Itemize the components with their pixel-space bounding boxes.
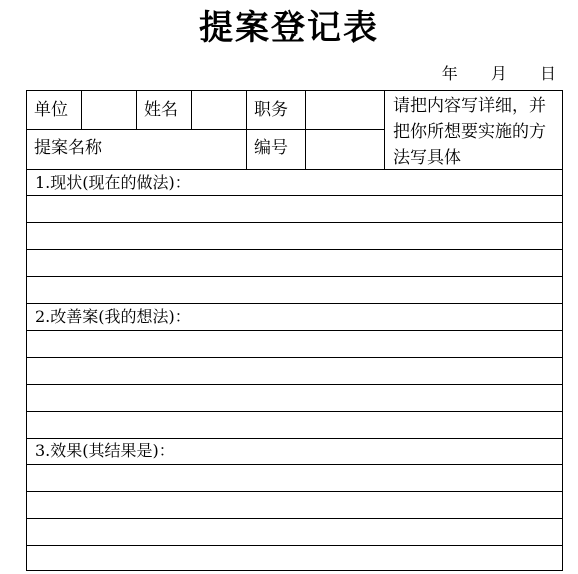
improvement-line-4[interactable] [27, 412, 562, 438]
writing-line [27, 438, 562, 439]
date-month: 月 [490, 64, 507, 83]
proposal-form-table [26, 90, 563, 571]
current-state-line-1[interactable] [27, 196, 562, 222]
effect-line-1[interactable] [27, 465, 562, 491]
instruction-note: 请把内容写详细，并把你所想要实施的方法写具体 [393, 96, 546, 168]
effect-line-4[interactable] [27, 546, 562, 570]
effect-line-3[interactable] [27, 519, 562, 545]
number-label: 编号 [254, 138, 288, 158]
divider [305, 91, 306, 169]
section-current-state-label: 1.现状(现在的做法)： [35, 173, 191, 192]
date-year: 年 [441, 64, 458, 83]
divider [136, 91, 137, 129]
divider [384, 91, 385, 169]
effect-line-2[interactable] [27, 492, 562, 518]
name-label: 姓名 [144, 100, 178, 120]
unit-label: 单位 [34, 100, 68, 120]
divider [246, 91, 247, 169]
position-field[interactable] [305, 91, 383, 129]
current-state-line-4[interactable] [27, 277, 562, 303]
divider [81, 91, 82, 129]
section-improvement-label: 2.改善案(我的想法)： [35, 307, 191, 326]
date-line [428, 64, 556, 84]
divider [27, 169, 562, 170]
position-label: 职务 [254, 100, 288, 120]
name-field[interactable] [191, 91, 245, 129]
improvement-line-1[interactable] [27, 331, 562, 357]
current-state-line-3[interactable] [27, 250, 562, 276]
writing-line [27, 303, 562, 304]
form-title: 提案登记表 [199, 8, 379, 48]
date-day: 日 [539, 64, 556, 83]
proposal-name-label: 提案名称 [34, 138, 102, 158]
divider [27, 129, 384, 130]
improvement-line-2[interactable] [27, 358, 562, 384]
number-field[interactable] [305, 129, 383, 167]
unit-field[interactable] [81, 91, 135, 129]
divider [191, 91, 192, 129]
current-state-line-2[interactable] [27, 223, 562, 249]
section-effect-label: 3.效果(其结果是)： [35, 441, 175, 460]
improvement-line-3[interactable] [27, 385, 562, 411]
